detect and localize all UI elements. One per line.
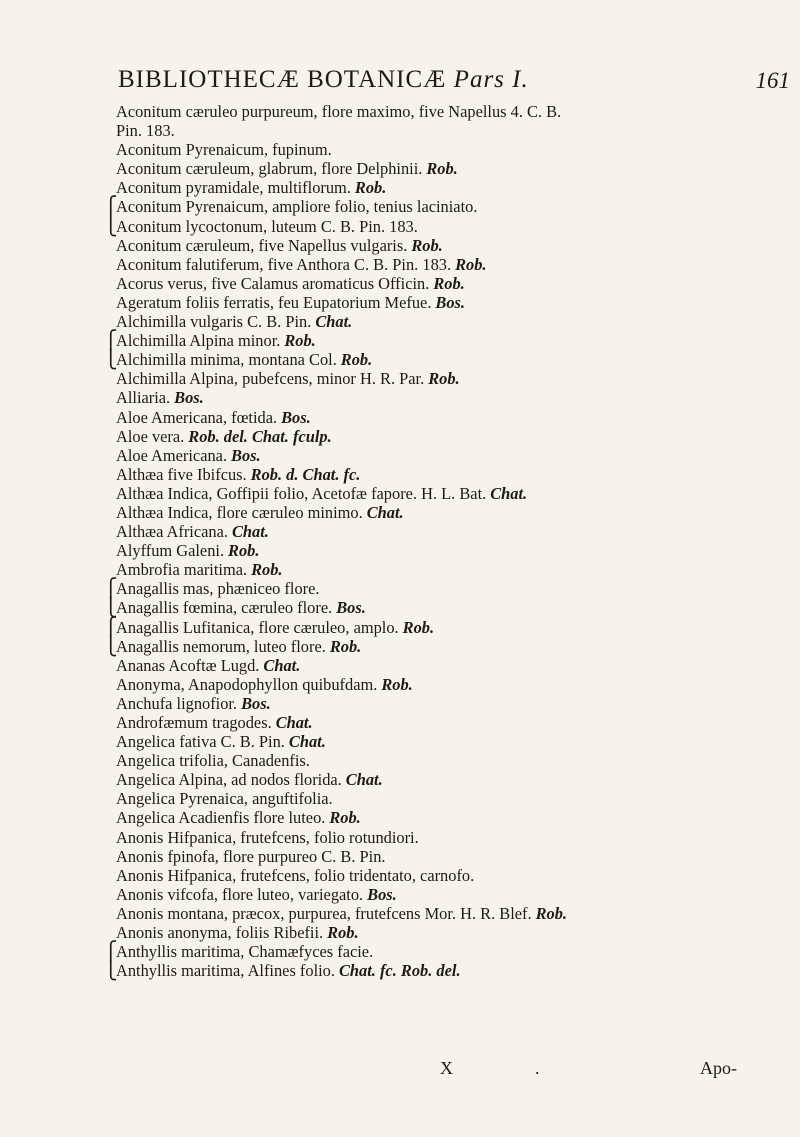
entry-text: Aloe vera. xyxy=(116,426,185,446)
entry-author: Rob. xyxy=(327,923,359,943)
list-item xyxy=(96,961,786,980)
brace-mark: ⎩ xyxy=(104,349,118,370)
list-item xyxy=(96,427,786,446)
entry-text: Anagallis nemorum, luteo flore. xyxy=(116,636,326,656)
list-item xyxy=(96,618,786,637)
entry-text: Alchimilla Alpina, pubefcens, minor H. R. Par. xyxy=(116,369,425,389)
running-header xyxy=(118,66,790,106)
entry-author: Bos. xyxy=(174,388,204,408)
entry-text: Anonyma, Anapodophyllon quibufdam. xyxy=(116,674,378,694)
entry-author: Rob. d. Chat. fc. xyxy=(250,464,361,484)
entry-text: Angelica Pyrenaica, anguftifolia. xyxy=(116,789,333,809)
list-item xyxy=(96,102,786,121)
list-item xyxy=(96,923,786,942)
entry-author: Rob. xyxy=(284,331,316,351)
list-item xyxy=(96,503,786,522)
list-item xyxy=(96,656,786,675)
entry-text: Anonis Hifpanica, frutefcens, folio rotundiori. xyxy=(116,827,419,847)
entry-text: Anonis Hifpanica, frutefcens, folio tridentato, carnofo. xyxy=(116,865,475,885)
list-item xyxy=(96,217,786,236)
entry-text: Aconitum Pyrenaicum, ampliore folio, tenius laciniato. xyxy=(116,197,478,217)
entry-text: Aconitum cæruleum, five Napellus vulgaris. xyxy=(116,235,408,255)
entry-author: Rob. xyxy=(354,178,387,198)
entry-author: Rob. xyxy=(535,903,568,923)
entry-author: Bos. xyxy=(435,292,466,312)
entry-author: Chat. xyxy=(288,732,326,752)
entry-text: Ambrofia maritima. xyxy=(116,560,248,580)
list-item xyxy=(96,770,786,789)
entry-author: Rob. xyxy=(381,674,413,694)
entry-text: Pin. 183. xyxy=(116,121,175,141)
brace-mark: ⎧ xyxy=(104,941,118,962)
entry-text: Aconitum cæruleo purpureum, flore maximo, five Napellus 4. C. B. xyxy=(116,102,562,121)
entry-author: Chat. xyxy=(345,770,383,790)
list-item xyxy=(96,866,786,885)
entry-text: Ananas Acoftæ Lugd. xyxy=(116,655,260,675)
list-item xyxy=(96,236,786,255)
list-item xyxy=(96,828,786,847)
entry-author: Rob. xyxy=(428,369,460,389)
header-pars: Pars I. xyxy=(453,66,529,93)
list-item xyxy=(96,197,786,216)
brace-mark: ⎩ xyxy=(104,960,118,981)
catchword: Apo- xyxy=(700,1058,737,1078)
list-item xyxy=(96,675,786,694)
list-item xyxy=(96,369,786,388)
list-item xyxy=(96,808,786,827)
entry-text: Aconitum lycoctonum, luteum C. B. Pin. 183. xyxy=(116,216,418,236)
entry-text: Alchimilla minima, montana Col. xyxy=(116,350,337,370)
brace-mark: ⎩ xyxy=(104,215,118,236)
entry-author: Bos. xyxy=(241,693,271,713)
entry-author: Rob. xyxy=(455,254,487,274)
entry-author: Chat. xyxy=(231,522,269,542)
list-item xyxy=(96,560,786,579)
list-item xyxy=(96,350,786,369)
list-item xyxy=(96,274,786,293)
list-item xyxy=(96,293,786,312)
entry-author: Chat. xyxy=(263,655,301,675)
entry-text: Alyffum Galeni. xyxy=(116,541,225,561)
entry-text: Aconitum pyramidale, multiflorum. xyxy=(116,178,351,198)
list-item xyxy=(96,331,786,350)
list-item xyxy=(96,694,786,713)
brace-mark: ⎩ xyxy=(104,635,118,656)
list-item xyxy=(96,942,786,961)
list-item xyxy=(96,178,786,197)
list-item xyxy=(96,598,786,617)
page-number: 161 xyxy=(755,68,790,93)
list-item xyxy=(96,637,786,656)
entry-text: Angelica Alpina, ad nodos florida. xyxy=(116,770,342,790)
entry-author: Rob. xyxy=(433,273,465,293)
list-item xyxy=(96,522,786,541)
entry-text: Althæa Indica, Goffipii folio, Acetofæ fapore. H. L. Bat. xyxy=(116,483,487,503)
entry-text: Androfæmum tragodes. xyxy=(116,713,272,732)
list-item xyxy=(96,255,786,274)
page-footer xyxy=(0,1058,800,1082)
entry-text: Althæa Africana. xyxy=(116,522,228,542)
entry-author: Rob. del. Chat. fculp. xyxy=(188,426,332,446)
entry-text: Aconitum Pyrenaicum, fupinum. xyxy=(116,140,332,160)
entry-text: Aconitum falutiferum, five Anthora C. B. Pin. 183. xyxy=(116,254,452,274)
entry-text: Anagallis fœmina, cæruleo flore. xyxy=(116,598,333,618)
list-item xyxy=(96,847,786,866)
entry-text: Anonis vifcofa, flore luteo, variegato. xyxy=(116,884,364,904)
entry-text: Ageratum foliis ferratis, feu Eupatorium Mefue. xyxy=(116,292,432,312)
list-item xyxy=(96,312,786,331)
list-item xyxy=(96,904,786,923)
entry-author: Rob. xyxy=(228,541,260,561)
entry-text: Althæa five Ibifcus. xyxy=(116,464,247,484)
list-item xyxy=(96,388,786,407)
entry-text: Anonis montana, præcox, purpurea, frutefcens Mor. H. R. Blef. xyxy=(116,903,532,923)
entry-author: Rob. xyxy=(329,808,361,828)
entry-author: Rob. xyxy=(426,159,458,179)
entry-text: Angelica Acadienfis flore luteo. xyxy=(116,808,326,828)
entry-author: Rob. xyxy=(340,350,373,370)
entry-author: Chat. xyxy=(275,713,313,732)
entry-author: Chat. fc. Rob. del. xyxy=(338,961,461,981)
brace-mark: ⎧ xyxy=(104,616,118,637)
entry-list xyxy=(96,102,786,980)
list-item xyxy=(96,732,786,751)
header-title xyxy=(118,66,529,94)
entry-text: Aconitum cæruleum, glabrum, flore Delphinii. xyxy=(116,159,423,179)
entry-author: Bos. xyxy=(281,407,311,427)
entry-text: Alchimilla Alpina minor. xyxy=(116,331,281,351)
entry-text: Alchimilla vulgaris C. B. Pin. xyxy=(116,312,312,332)
entry-text: Anthyllis maritima, Alfines folio. xyxy=(116,961,335,981)
entry-author: Rob. xyxy=(411,235,443,255)
entry-author: Bos. xyxy=(367,884,397,904)
entry-author: Rob. xyxy=(251,560,283,580)
list-item xyxy=(96,408,786,427)
list-item xyxy=(96,541,786,560)
header-title-text: BIBLIOTHECÆ BOTANICÆ xyxy=(118,66,447,93)
entry-text: Anchufa lignofior. xyxy=(116,693,238,713)
list-item xyxy=(96,484,786,503)
brace-mark: ⎧ xyxy=(104,330,118,351)
entry-author: Chat. xyxy=(315,312,353,332)
entry-text: Alliaria. xyxy=(116,388,171,408)
entry-author: Rob. xyxy=(402,617,435,637)
brace-mark: ⎩ xyxy=(104,597,118,618)
signature-dot: . xyxy=(535,1058,540,1078)
entry-text: Aloe Americana. xyxy=(116,445,228,465)
entry-author: Bos. xyxy=(336,598,366,618)
entry-author: Chat. xyxy=(490,483,528,503)
list-item xyxy=(96,121,786,140)
list-item xyxy=(96,751,786,770)
entry-text: Anonis anonyma, foliis Ribefii. xyxy=(116,923,324,943)
list-item xyxy=(96,789,786,808)
entry-text: Angelica trifolia, Canadenfis. xyxy=(116,751,310,771)
list-item xyxy=(96,140,786,159)
entry-author: Rob. xyxy=(329,636,362,656)
entry-author: Chat. xyxy=(366,502,404,522)
brace-mark: ⎧ xyxy=(104,196,118,217)
signature-mark: X xyxy=(440,1058,453,1078)
entry-text: Althæa Indica, flore cæruleo minimo. xyxy=(116,502,363,522)
list-item xyxy=(96,713,786,732)
list-item xyxy=(96,885,786,904)
list-item xyxy=(96,579,786,598)
list-item xyxy=(96,159,786,178)
entry-text: Angelica fativa C. B. Pin. xyxy=(116,732,285,752)
entry-text: Anonis fpinofa, flore purpureo C. B. Pin. xyxy=(116,846,386,866)
entry-text: Acorus verus, five Calamus aromaticus Officin. xyxy=(116,273,430,293)
list-item xyxy=(96,446,786,465)
entry-text: Aloe Americana, fœtida. xyxy=(116,407,278,427)
entry-author: Bos. xyxy=(231,445,261,465)
entry-text: Anagallis Lufitanica, flore cæruleo, amplo. xyxy=(116,617,399,637)
entry-text: Anthyllis maritima, Chamæfyces facie. xyxy=(116,942,374,962)
list-item xyxy=(96,465,786,484)
brace-mark: ⎧ xyxy=(104,578,118,599)
entry-text: Anagallis mas, phæniceo flore. xyxy=(116,579,320,599)
